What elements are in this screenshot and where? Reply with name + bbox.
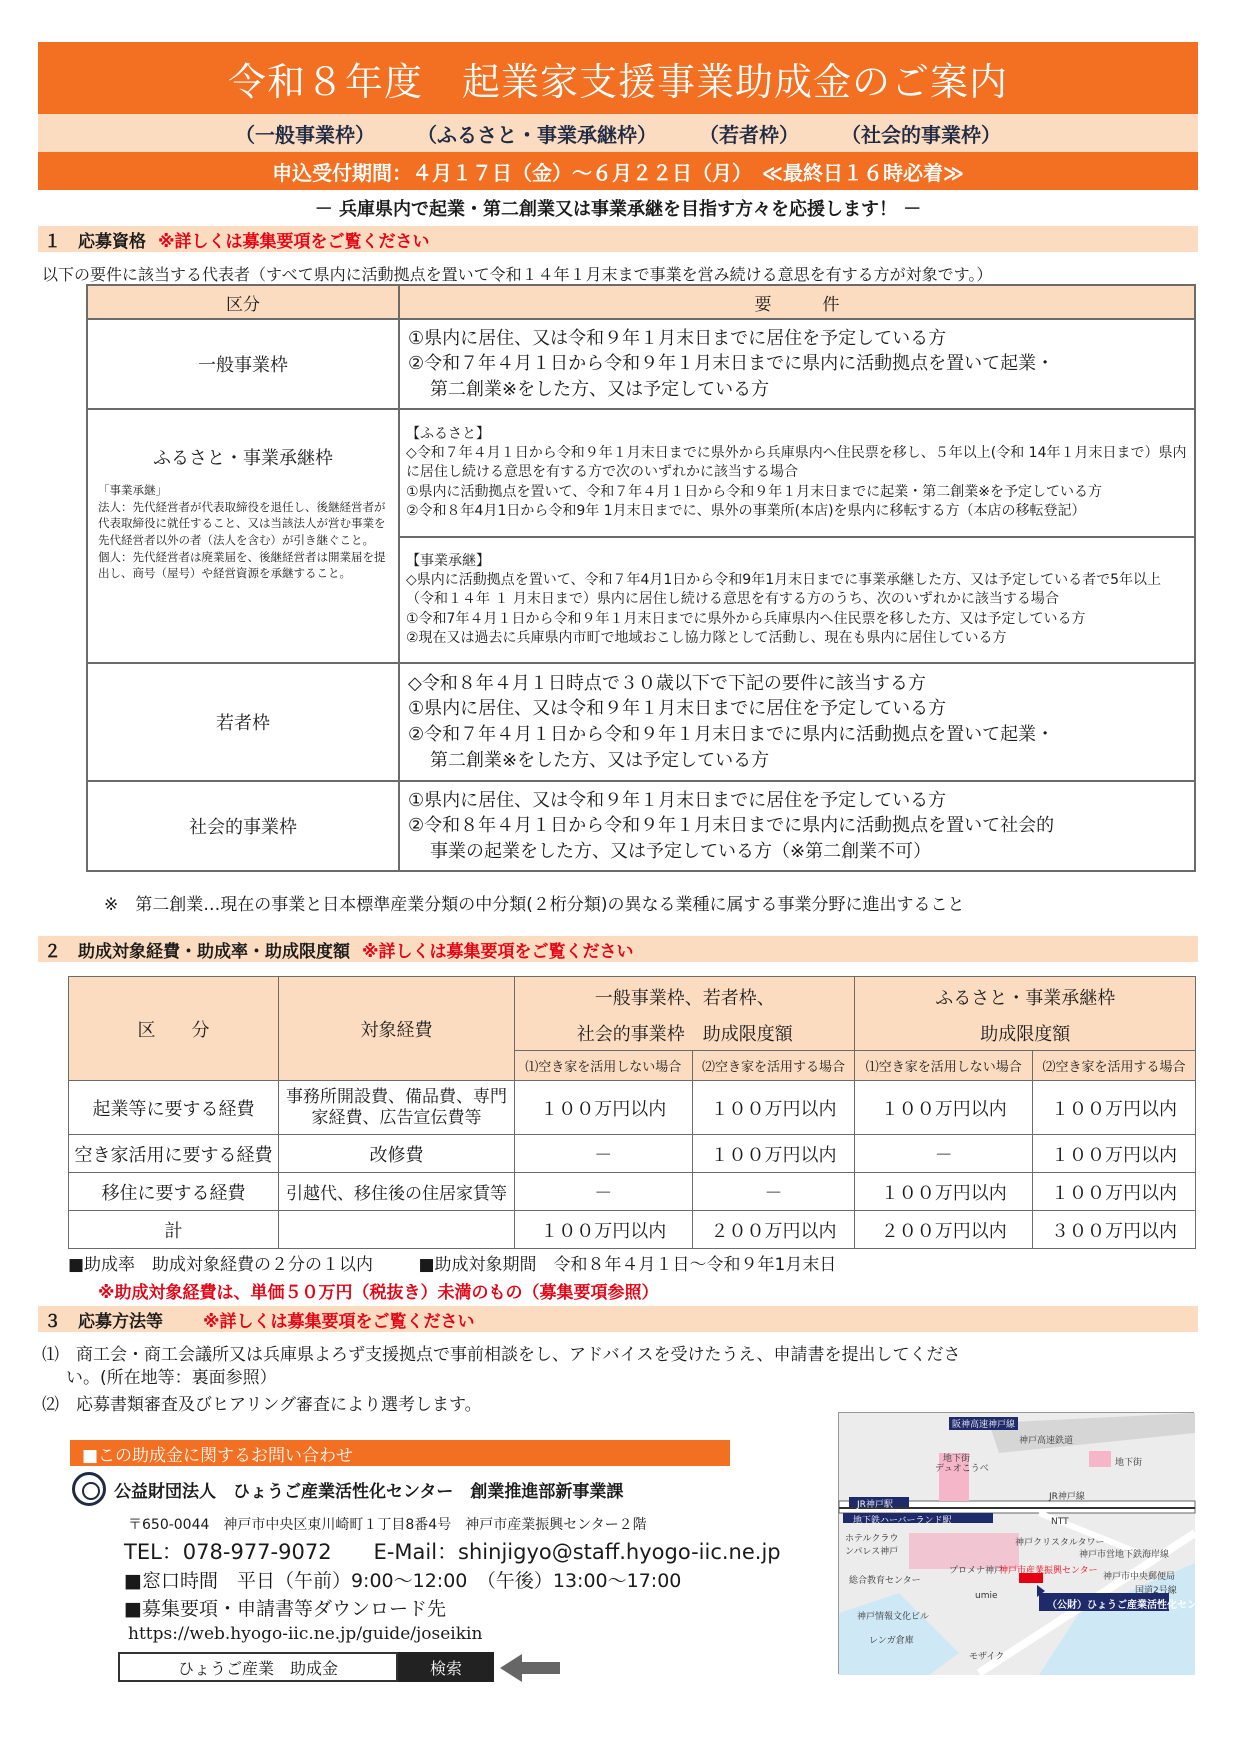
table-row xyxy=(69,1081,1196,1135)
succession-note-corporate: 法人：先代経営者が代表取締役を退任し、後継経営者が代表取締役に就任すること、又は当該法人が営む事業を先代経営者以外の者（法人を含む）が引き継ぐこと。 xyxy=(98,499,386,548)
cost-value: ３００万円以内 xyxy=(1033,1211,1196,1249)
category-social: 社会的事業枠 xyxy=(87,781,399,871)
furusato-line: ◇令和７年４月１日から令和９年１月末日までに県外から兵庫県内へ住民票を移し、５年以上(令和 14年１月末日まで）県内に居住し続ける意思を有する方で次のいずれかに該当する場合 xyxy=(406,445,1187,481)
map-label: （公財）ひょうご産業活性化センター xyxy=(1047,1600,1217,1611)
map-label: モザイク xyxy=(969,1652,1005,1662)
download-url[interactable]: https://web.hyogo-iic.ne.jp/guide/joseikin xyxy=(128,1624,483,1644)
succession-note-individual: 個人：先代経営者は廃業届を、後継経営者は開業届を提出し、商号（屋号）や経営資源を承継すること。 xyxy=(98,549,386,581)
cost-subheader: ⑵空き家を活用する場合 xyxy=(692,1051,855,1081)
eligibility-table xyxy=(86,284,1196,872)
map-label: 神戸クリスタルタワー xyxy=(1015,1538,1105,1548)
map-label: 地下街 xyxy=(943,1454,971,1464)
table-row xyxy=(69,1135,1196,1173)
requirement-line: ②令和７年４月１日から令和９年１月末日までに県内に活動拠点を置いて起業・ xyxy=(408,724,1055,745)
cost-value: １００万円以内 xyxy=(515,1081,693,1135)
succession-title: 【事業承継】 xyxy=(406,552,490,569)
succession-line: ◇県内に活動拠点を置いて、令和７年4月1日から令和9年1月末日までに事業承継した方、又は予定している者で5年以上（令和１４年 １ 月末日まで）県内に居住し続ける意思を有する方のうち、次のいずれかに該当する場合 xyxy=(406,572,1162,608)
cost-header-group2-line1: ふるさと・事業承継枠 xyxy=(855,977,1196,1017)
requirement-line: ①県内に居住、又は令和９年１月末日までに居住を予定している方 xyxy=(408,789,947,811)
address: 〒650-0044 神戸市中央区東川崎町１丁目8番4号 神戸市産業振興センター２階 xyxy=(128,1517,647,1533)
cost-category: 計 xyxy=(69,1211,279,1249)
page-title: 令和８年度 起業家支援事業助成金のご案内 xyxy=(38,42,1198,114)
cost-value: － xyxy=(515,1173,693,1211)
eligibility-header-requirement: 要 件 xyxy=(399,285,1195,319)
cost-header-group1-line2: 社会的事業枠 助成限度額 xyxy=(515,1017,855,1051)
map-label: 地下街 xyxy=(1115,1458,1143,1468)
requirement-line: 事業の起業をした方、又は予定している方（※第二創業不可） xyxy=(430,840,932,862)
section3-note: ※詳しくは募集要項をご覧ください xyxy=(203,1311,475,1332)
requirement-line: ①県内に居住、又は令和９年１月末日までに居住を予定している方 xyxy=(408,327,947,349)
section1-title: １ 応募資格 xyxy=(44,231,146,252)
frame-general: （一般事業枠） xyxy=(235,122,375,147)
cost-category: 移住に要する経費 xyxy=(69,1173,279,1211)
cost-value: － xyxy=(692,1173,855,1211)
frame-youth: （若者枠） xyxy=(699,122,799,147)
cost-header-category: 区 分 xyxy=(69,977,279,1081)
cost-subheader: ⑵空き家を活用する場合 xyxy=(1033,1051,1196,1081)
tagline: － 兵庫県内で起業・第二創業又は事業承継を目指す方々を応援します！ － xyxy=(314,199,922,220)
map-label: 国道2号線 xyxy=(1135,1586,1177,1596)
table-row xyxy=(69,1173,1196,1211)
requirement-youth xyxy=(399,663,1195,781)
cost-category: 起業等に要する経費 xyxy=(69,1081,279,1135)
map-label: 神戸市営地下鉄海岸線 xyxy=(1079,1550,1170,1560)
requirement-succession xyxy=(399,537,1195,663)
cost-expense: 事務所開設費、備品費、専門家経費、広告宣伝費等 xyxy=(279,1081,515,1135)
succession-note xyxy=(88,470,398,582)
requirement-line: 第二創業※をした方、又は予定している方 xyxy=(430,749,770,771)
furusato-title: 【ふるさと】 xyxy=(406,425,490,442)
map-label: 神戸情報文化ビル xyxy=(857,1612,930,1622)
map-label: umie xyxy=(975,1591,998,1601)
cost-value: － xyxy=(855,1135,1033,1173)
rate-and-term xyxy=(68,1250,876,1275)
cost-value: ２００万円以内 xyxy=(855,1211,1033,1249)
cost-value: １００万円以内 xyxy=(855,1081,1033,1135)
section1-note: ※詳しくは募集要項をご覧ください xyxy=(158,231,430,252)
cost-header-expense: 対象経費 xyxy=(279,977,515,1081)
map-label: 神戸高速鉄道 xyxy=(1019,1436,1074,1446)
cost-value: ２００万円以内 xyxy=(692,1211,855,1249)
map-label: 神戸市中央郵便局 xyxy=(1103,1572,1176,1582)
contact-heading: ■この助成金に関するお問い合わせ xyxy=(70,1440,730,1466)
category-furusato-label: ふるさと・事業承継枠 xyxy=(153,448,333,469)
eligibility-header-category: 区分 xyxy=(87,285,399,319)
cost-value: １００万円以内 xyxy=(1033,1135,1196,1173)
map-label: NTT xyxy=(1051,1517,1069,1527)
eligibility-intro: 以下の要件に該当する代表者（すべて県内に活動拠点を置いて令和１４年１月末まで事業を営み続ける意思を有する方が対象です。） xyxy=(42,265,993,284)
organization xyxy=(72,1472,623,1506)
map-label: 阪神高速神戸線 xyxy=(949,1417,1018,1430)
application-period: 申込受付期間：４月１７日（金）～６月２２日（月） ≪最終日１６時必着≫ xyxy=(38,152,1198,190)
map-label: ホテルクラウンパレス神戸 xyxy=(845,1534,899,1557)
method-item-1-line2: い。(所在地等：裏面参照） xyxy=(66,1367,277,1388)
unit-price-note: ※助成対象経費は、単価５０万円（税抜き）未満のもの（募集要項参照） xyxy=(98,1283,659,1303)
requirement-social xyxy=(399,781,1195,871)
cost-value: １００万円以内 xyxy=(515,1211,693,1249)
furusato-line: ①県内に活動拠点を置いて、令和７年４月１日から令和９年１月末日までに起業・第二創業※を予定している方 xyxy=(406,483,1102,500)
map-label: プロメナ神戸 xyxy=(949,1566,1004,1576)
map-label: 神戸市産業振興センター xyxy=(999,1566,1098,1576)
frame-furusato: （ふるさと・事業承継枠） xyxy=(417,122,657,147)
method-item-1-line1: ⑴ 商工会・商工会議所又は兵庫県よろず支援拠点で事前相談をし、アドバイスを受けたうえ、申請書を提出してくださ xyxy=(42,1345,961,1365)
cost-expense: 引越代、移住後の住居家賃等 xyxy=(279,1173,515,1211)
section2-title: ２ 助成対象経費・助成率・助成限度額 xyxy=(44,941,350,962)
cost-category: 空き家活用に要する経費 xyxy=(69,1135,279,1173)
search-button[interactable]: 検索 xyxy=(398,1652,494,1682)
organization-name: 公益財団法人 ひょうご産業活性化センター 創業推進部新事業課 xyxy=(114,1481,624,1502)
section1-heading xyxy=(38,226,1198,252)
second-founding-footnote: ※ 第二創業…現在の事業と日本標準産業分類の中分類(２桁分類)の異なる業種に属する事業分野に進出すること xyxy=(104,895,965,915)
section2-note: ※詳しくは募集要項をご覧ください xyxy=(362,941,634,962)
section2-heading xyxy=(38,936,1198,962)
section3-title: ３ 応募方法等 xyxy=(44,1311,163,1332)
arrow-left-icon xyxy=(500,1654,560,1682)
requirement-line: ◇令和８年４月１日時点で３０歳以下で下記の要件に該当する方 xyxy=(408,672,926,694)
cost-value: － xyxy=(515,1135,693,1173)
access-map xyxy=(838,1412,1217,1674)
organization-logo-icon xyxy=(72,1472,106,1506)
map-label: デュオこうべ xyxy=(935,1464,989,1474)
cost-header-group1-line1: 一般事業枠、若者枠、 xyxy=(515,977,855,1017)
method-item-2: ⑵ 応募書類審査及びヒアリング審査により選考します。 xyxy=(42,1395,482,1415)
requirement-line: ①県内に居住、又は令和９年１月末日までに居住を予定している方 xyxy=(408,698,947,720)
cost-expense: 改修費 xyxy=(279,1135,515,1173)
cost-subheader: ⑴空き家を活用しない場合 xyxy=(515,1051,693,1081)
tel-email: TEL：078-977-9072 E-Mail：shinjigyo@staff.hyogo-iic.ne.jp xyxy=(124,1540,781,1564)
subsidy-rate: ■助成率 助成対象経費の２分の１以内 xyxy=(68,1255,374,1275)
requirement-general xyxy=(399,319,1195,409)
succession-note-title: 「事業承継」 xyxy=(98,483,167,497)
cost-value: １００万円以内 xyxy=(1033,1081,1196,1135)
map-label: JR神戸線 xyxy=(1049,1492,1085,1502)
cost-expense xyxy=(279,1211,515,1249)
download-label: ■募集要項・申請書等ダウンロード先 xyxy=(124,1598,446,1620)
cost-value: １００万円以内 xyxy=(692,1081,855,1135)
search-input[interactable]: ひょうご産業 助成金 xyxy=(118,1652,398,1682)
frame-list xyxy=(38,114,1198,152)
office-hours: ■窓口時間 平日（午前）9:00～12:00 （午後）13:00～17:00 xyxy=(124,1570,682,1592)
succession-line: ②現在又は過去に兵庫県内市町で地域おこし協力隊として活動し、現在も県内に居住している方 xyxy=(406,629,1007,646)
succession-line: ①令和7年４月１日から令和９年１月末日までに県外から兵庫県内へ住民票を移した方、又は予定している方 xyxy=(406,610,1086,627)
map-label: 総合教育センター xyxy=(849,1576,921,1586)
map-label: 地下鉄ハーバーランド駅 xyxy=(853,1516,952,1526)
category-furusato xyxy=(87,409,399,663)
requirement-line: 第二創業※をした方、又は予定している方 xyxy=(430,378,770,400)
cost-header-group2-line2: 助成限度額 xyxy=(855,1017,1196,1051)
cost-value: １００万円以内 xyxy=(692,1135,855,1173)
frame-social: （社会的事業枠） xyxy=(841,122,1001,147)
map-label: レンガ倉庫 xyxy=(869,1636,914,1646)
cost-table xyxy=(68,976,1196,1249)
subsidy-term: ■助成対象期間 令和８年４月１日～令和９年1月末日 xyxy=(418,1255,837,1275)
furusato-line: ②令和８年4月1日から令和9年 1月末日までに、県外の事業所(本店)を県内に移転する方（本店の移転登記） xyxy=(406,502,1086,519)
section3-heading xyxy=(38,1306,1198,1332)
cost-value: １００万円以内 xyxy=(1033,1173,1196,1211)
requirement-furusato xyxy=(399,409,1195,537)
requirement-line: ②令和８年４月１日から令和９年１月末日までに県内に活動拠点を置いて社会的 xyxy=(408,815,1055,837)
cost-subheader: ⑴空き家を活用しない場合 xyxy=(855,1051,1033,1081)
method-item-1 xyxy=(42,1344,961,1390)
requirement-line: ②令和７年４月１日から令和９年１月末日までに県内に活動拠点を置いて起業・ xyxy=(408,353,1055,375)
category-youth: 若者枠 xyxy=(87,663,399,781)
cost-value: １００万円以内 xyxy=(855,1173,1033,1211)
map-label: JR神戸駅 xyxy=(857,1500,893,1510)
category-general: 一般事業枠 xyxy=(87,319,399,409)
table-row xyxy=(69,1211,1196,1249)
